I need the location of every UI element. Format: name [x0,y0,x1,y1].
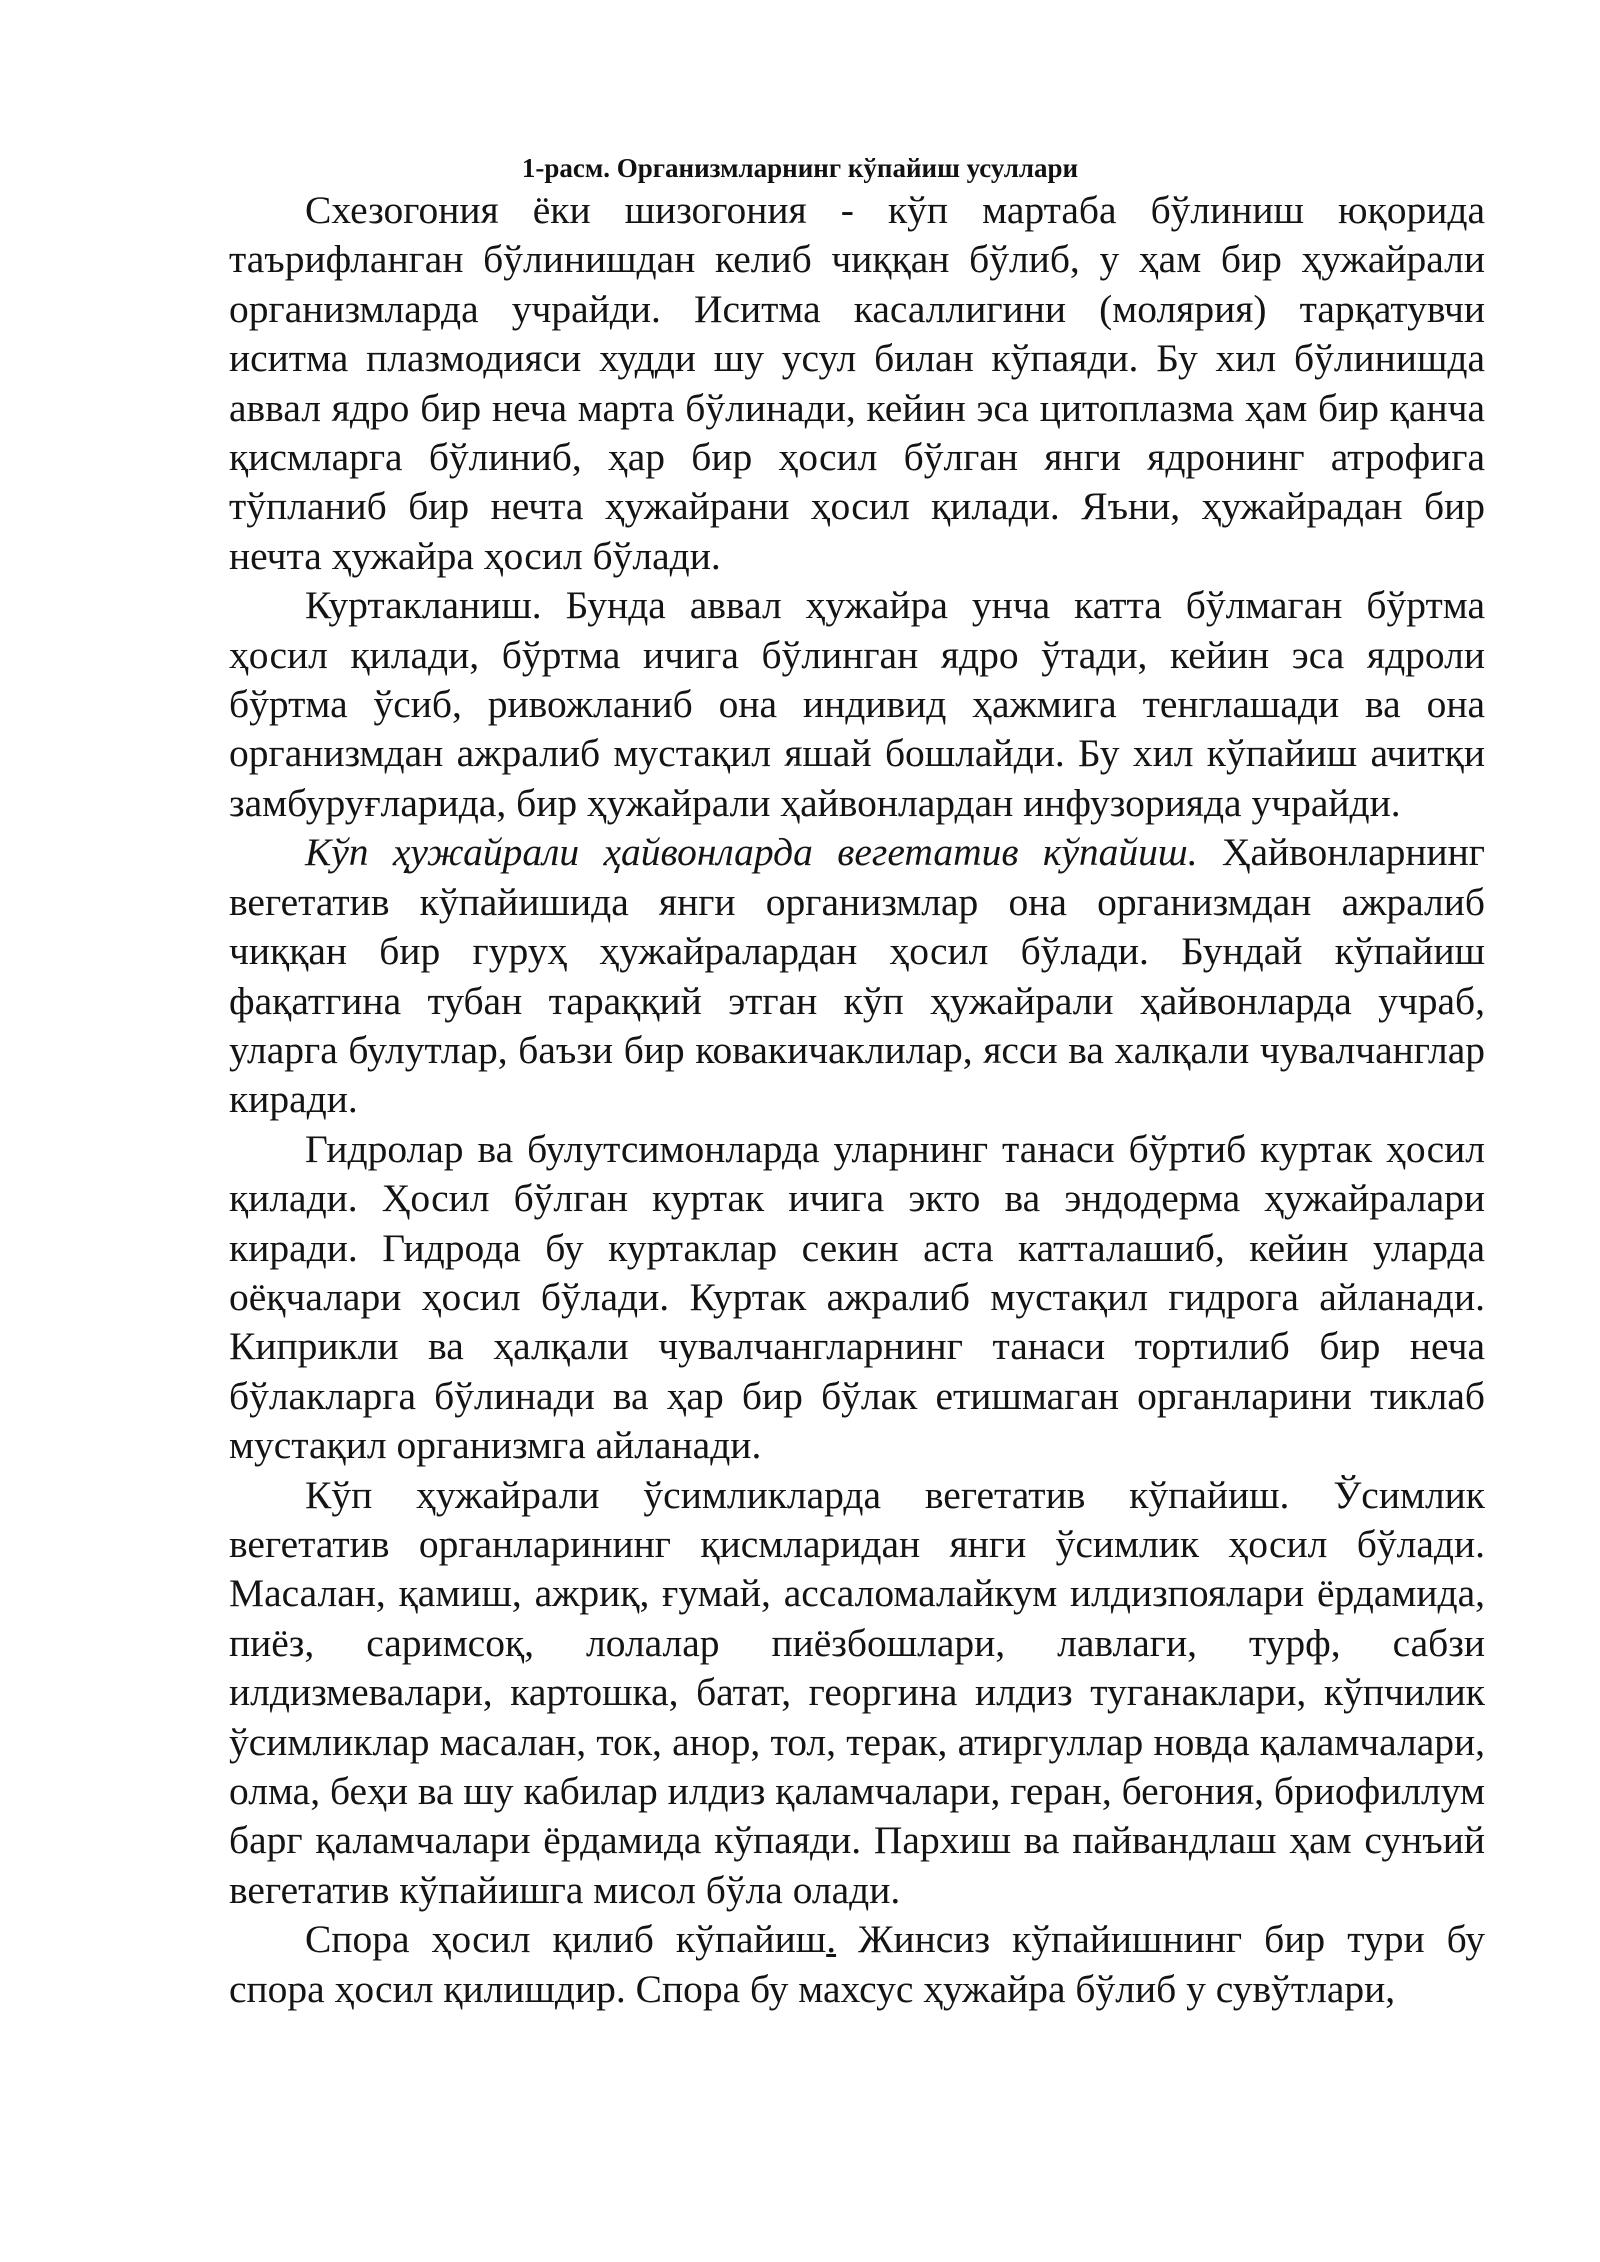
paragraph-spore [229,1915,1485,2014]
paragraph-heading: Кўп ҳужайрали ҳайвонларда вегетатив кўпайиш. [305,830,1198,875]
paragraph-text: Схезогония ёки шизогония - кўп мартаба бўлиниш юқорида таърифланган бўлинишдан келиб чиққан бўлиб, у ҳам бир ҳужайрали организмларда учрайди. Иситма касаллигини (молярия) тарқатувчи иситма плазмодияси худди шу усул билан кўпаяди. Бу хил бўлинишда аввал ядро бир неча марта бўлинади, кейин эса цитоплазма ҳам бир қанча қисмларга бўлиниб, ҳар бир ҳосил бўлган янги ядронинг атрофига тўпланиб бир нечта ҳужайрани ҳосил қилади. Яъни, ҳужайрадан бир нечта ҳужайра ҳосил бўлади. [229,188,1485,578]
paragraph-hydra [229,1125,1485,1471]
figure-caption: 1-расм. Организмларнинг кўпайиш усуллари [521,153,1079,183]
paragraph-text: Гидролар ва булутсимонларда уларнинг танаси бўртиб куртак ҳосил қилади. Ҳосил бўлган куртак ичига экто ва эндодерма ҳужайралари киради. Гидрода бу куртаклар секин аста катталашиб, кейин уларда оёқчалари ҳосил бўлади. Куртак ажралиб мустақил гидрога айланади. Киприкли ва ҳалқали чувалчангларнинг танаси тортилиб бир неча бўлакларга бўлинади ва ҳар бир бўлак етишмаган органларини тиклаб мустақил организмга айланади. [229,1126,1485,1468]
paragraph-animal-vegetative [229,828,1485,1124]
paragraph-text: Куртакланиш. Бунда аввал ҳужайра унча катта бўлмаган бўртма ҳосил қилади, бўртма ичига бўлинган ядро ўтади, кейин эса ядроли бўртма ўсиб, ривожланиб она индивид ҳажмига тенглашади ва она организмдан ажралиб мустақил яшай бошлайди. Бу хил кўпайиш ачитқи замбуруғларида, бир ҳужайрали ҳайвонлардан инфузорияда учрайди. [229,583,1485,825]
body-text [229,186,1485,2014]
paragraph-budding [229,581,1485,828]
paragraph-text: Жинсиз кўпайишнинг бир тури бу спора ҳосил қилишдир. Спора бу махсус ҳужайра бўлиб у сувўтлари, [229,1917,1485,2011]
paragraph-plant-vegetative [229,1471,1485,1916]
paragraph-heading: Спора ҳосил қилиб кўпайиш [305,1917,827,1962]
paragraph-text: Кўп ҳужайрали ўсимликларда вегетатив кўпайиш. Ўсимлик вегетатив органларининг қисмларидан янги ўсимлик ҳосил бўлади. Масалан, қамиш, ажриқ, ғумай, ассаломалайкум илдизпоялари ёрдамида, пиёз, саримсоқ, лолалар пиёзбошлари, лавлаги, турф, сабзи илдизмевалари, картошка, батат, георгина илдиз туганаклари, кўпчилик ўсимликлар масалан, ток, анор, тол, терак, атиргуллар новда қаламчалари, олма, беҳи ва шу кабилар илдиз қаламчалари, геран, бегония, бриофиллум барг қаламчалари ёрдамида кўпаяди. Пархиш ва пайвандлаш ҳам сунъий вегетатив кўпайишга мисол бўла олади. [229,1472,1485,1912]
paragraph-text: Ҳайвонларнинг вегетатив кўпайишида янги организмлар она организмдан ажралиб чиққан бир гуруҳ ҳужайралардан ҳосил бўлади. Бундай кўпайиш фақатгина тубан тараққий этган кўп ҳужайрали ҳайвонларда учраб, уларга булутлар, баъзи бир ковакичаклилар, ясси ва халқали чувалчанглар киради. [229,830,1485,1122]
heading-punctuation: . [826,1917,837,1962]
paragraph-schizogony [229,186,1485,581]
